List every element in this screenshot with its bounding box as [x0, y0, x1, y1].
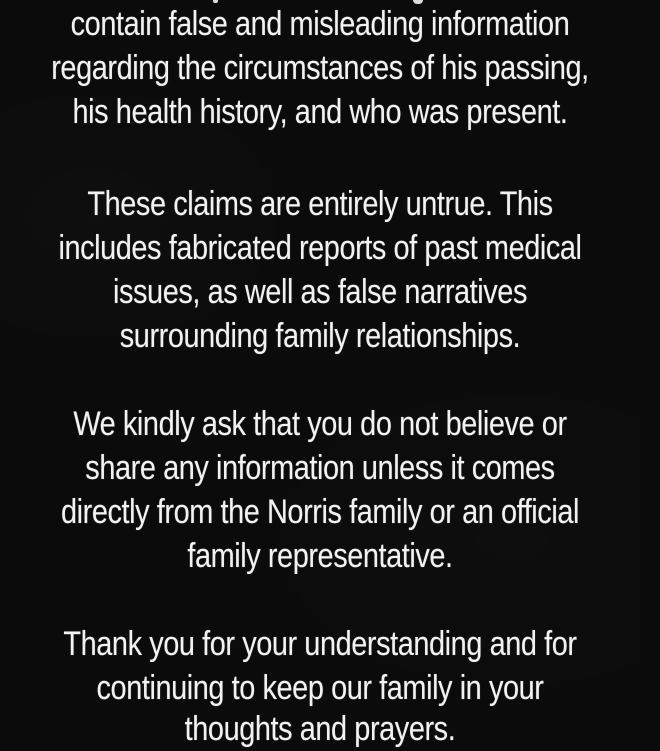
statement-line: continuing to keep our family in your — [96, 669, 544, 707]
statement-paragraph-4 — [0, 622, 660, 710]
statement-line: thoughts and prayers. — [184, 710, 456, 748]
statement-line: surrounding family relationships. — [119, 317, 521, 355]
statement-line: share any information unless it comes — [85, 449, 555, 487]
cropped-bottom-line — [0, 707, 660, 751]
statement-paragraph-2 — [0, 182, 660, 358]
statement-paragraph-3 — [0, 402, 660, 578]
statement-line: includes fabricated reports of past medical — [58, 229, 582, 267]
statement-line: These claims are entirely untrue. This — [87, 185, 553, 223]
statement-line: We kindly ask that you do not believe or — [73, 405, 567, 443]
statement-line: issues, as well as false narratives — [112, 273, 527, 311]
statement-line: family representative. — [187, 537, 453, 575]
statement-line: Thank you for your understanding and for — [63, 625, 577, 663]
statement-paragraph-1 — [0, 2, 660, 134]
statement-line: directly from the Norris family or an official — [61, 493, 579, 531]
statement-line: regarding the circumstances of his passing, — [51, 49, 589, 87]
statement-line: his health history, and who was present. — [72, 93, 568, 131]
statement-line: contain false and misleading information — [70, 5, 570, 43]
